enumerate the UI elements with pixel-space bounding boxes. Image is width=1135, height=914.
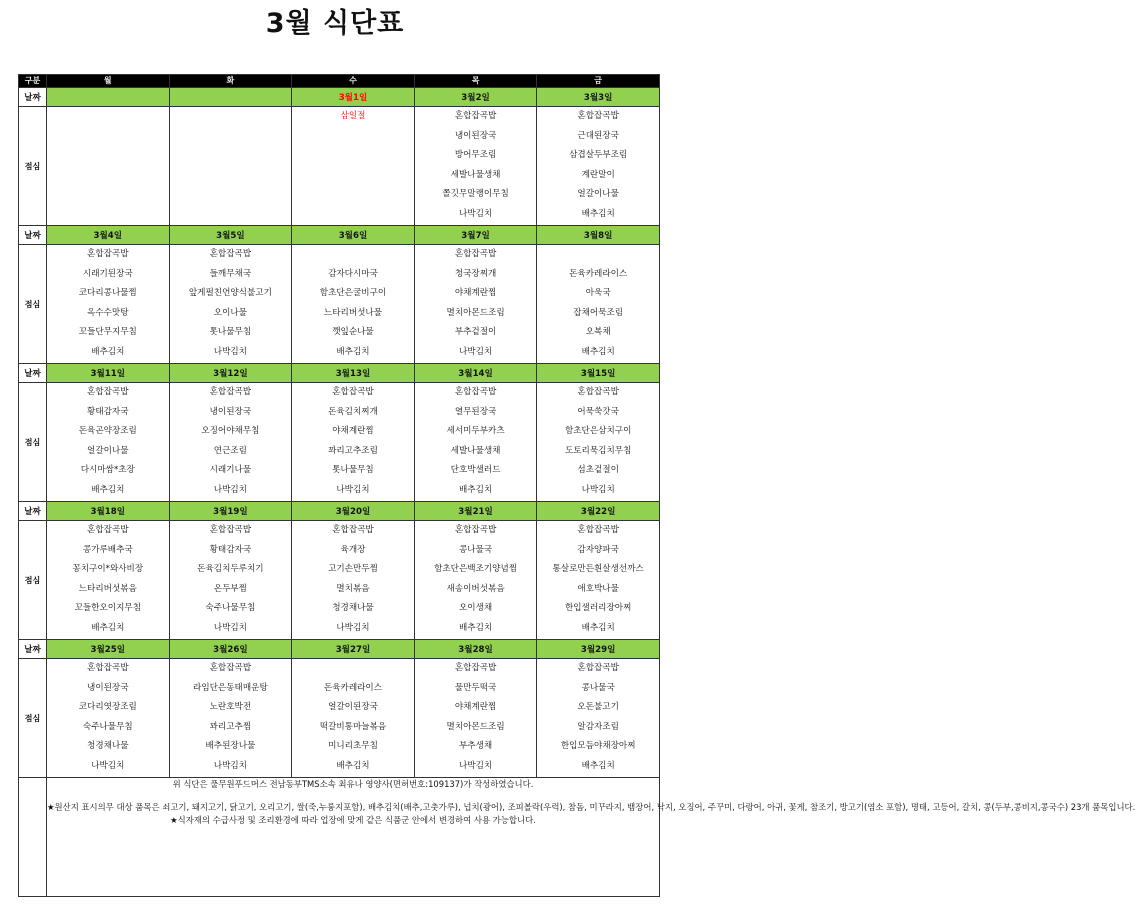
dish-item: 야채계란찜 [454, 702, 497, 712]
dish-item: 아욱국 [585, 288, 611, 298]
note-author: 위 식단은 풀무원푸드머스 전남동부TMS소속 최유나 영양사(면허번호:109137)가 작성하였습니다. [172, 779, 534, 789]
dish-item: 콩나물국 [581, 682, 615, 693]
lunch-cell [169, 245, 292, 364]
date-label: 날짜 [19, 364, 47, 383]
dish-item: 혼합잡곡밥 [209, 663, 252, 673]
dish-item: 오복채 [585, 327, 611, 337]
lunch-label: 점심 [19, 245, 47, 364]
dish-item: 나박김치 [213, 760, 247, 771]
dish-item: 혼합잡곡밥 [454, 387, 497, 397]
dish-item: 꽁치구이*와사비장 [72, 564, 144, 574]
dish-item: 오이생채 [458, 603, 493, 613]
dish-item: 톳나물무침 [332, 465, 374, 475]
lunch-cell [169, 107, 292, 226]
dish-item: 배추김치 [581, 346, 615, 357]
dish-item: 감자다시마국 [328, 268, 378, 279]
dish-item: 돈육김치두루치기 [197, 564, 264, 574]
dish-item: 배추김치 [581, 208, 615, 219]
dish-item: 혼합잡곡밥 [332, 525, 374, 535]
dish-item: 부추생채 [458, 741, 493, 751]
lunch-cell [47, 659, 170, 778]
header-day: 목 [414, 75, 537, 88]
date-cell: 3월25일 [47, 640, 170, 659]
dish-item: 떡갈비통마늘볶음 [319, 721, 387, 732]
dish-item: 다시마쌈*초장 [80, 465, 135, 475]
dish-item: 꼬들단무지무침 [78, 327, 137, 337]
date-row [19, 364, 660, 383]
dish-item: 멸치아몬드조림 [446, 307, 505, 318]
date-row [19, 88, 660, 107]
dish-item: 야채계란찜 [332, 426, 374, 436]
dish-item: 방어무조림 [454, 150, 497, 160]
lunch-cell [292, 383, 415, 502]
dish-item: 배추김치 [91, 346, 125, 357]
dish-item [292, 659, 414, 679]
dish-item: 쫄깃무말랭이무침 [442, 189, 509, 199]
dish-item: 세발나물생채 [450, 169, 501, 180]
dish-item [537, 245, 659, 265]
dish-item: 알감자조림 [577, 721, 619, 732]
date-cell: 3월20일 [292, 502, 415, 521]
date-cell: 3월27일 [292, 640, 415, 659]
dish-item: 혼합잡곡밥 [209, 387, 252, 397]
date-cell [169, 88, 292, 107]
dish-item: 통살로만든흰살생선까스 [552, 564, 644, 574]
dish-item: 배추김치 [458, 622, 493, 633]
date-cell: 3월29일 [537, 640, 660, 659]
dish-item: 나박김치 [91, 760, 125, 771]
date-cell: 3월15일 [537, 364, 660, 383]
dish-item: 느타리버섯볶음 [78, 583, 137, 594]
dish-item: 톳나물무침 [209, 327, 252, 337]
date-label: 날짜 [19, 88, 47, 107]
dish-item: 혼합잡곡밥 [577, 387, 619, 397]
lunch-cell [47, 383, 170, 502]
dish-item: 잡채어묵조림 [573, 307, 624, 318]
lunch-cell [537, 245, 660, 364]
dish-item: 황태감자국 [87, 406, 129, 417]
header-corner: 구분 [19, 75, 47, 88]
dish-item: 혼합잡곡밥 [209, 249, 252, 259]
dish-item: 멸치아몬드조림 [446, 721, 505, 732]
dish-item: 나박김치 [213, 346, 247, 357]
date-row [19, 640, 660, 659]
dish-item: 나박김치 [581, 484, 615, 495]
dish-item: 들깨무채국 [209, 268, 252, 279]
lunch-cell [169, 659, 292, 778]
lunch-cell [292, 521, 415, 640]
dish-item: 라임단은동태매운탕 [193, 682, 268, 693]
date-cell: 3월22일 [537, 502, 660, 521]
dish-item: 연근조림 [213, 445, 247, 456]
header-day: 수 [292, 75, 415, 88]
header-day: 화 [169, 75, 292, 88]
header-day: 금 [537, 75, 660, 88]
dish-item: 콩나물국 [458, 544, 493, 555]
dish-item: 새송이버섯볶음 [446, 583, 505, 594]
date-cell: 3월28일 [414, 640, 537, 659]
dish-item: 냉이된장국 [87, 682, 129, 693]
dish-item: 애호박나물 [577, 583, 619, 594]
dish-item: 나박김치 [336, 622, 370, 633]
dish-item: 혼합잡곡밥 [454, 249, 497, 259]
meal-plan-table [18, 74, 1135, 897]
date-cell: 3월21일 [414, 502, 537, 521]
dish-item: 혼합잡곡밥 [577, 663, 619, 673]
dish-item: 꽈리고추찜 [209, 721, 252, 732]
lunch-cell [537, 659, 660, 778]
dish-item: 혼합잡곡밥 [577, 111, 619, 121]
dish-item: 청국장찌개 [454, 268, 497, 279]
date-cell: 3월13일 [292, 364, 415, 383]
dish-item: 돈육김치찌개 [328, 406, 378, 417]
lunch-cell [292, 659, 415, 778]
dish-item: 함초단은삼치구이 [564, 426, 632, 436]
dish-item: 섬초겉절이 [577, 465, 619, 475]
dish-item: 나박김치 [458, 760, 493, 771]
dish-item: 혼합잡곡밥 [87, 525, 129, 535]
dish-item: 코다리엿장조림 [78, 702, 137, 712]
dish-item: 배추김치 [458, 484, 493, 495]
date-cell [47, 88, 170, 107]
dish-item: 나박김치 [213, 622, 247, 633]
dish-item: 콩가루배추국 [82, 544, 133, 555]
dish-item: 온두부찜 [213, 583, 247, 594]
dish-item: 나박김치 [458, 208, 493, 219]
date-cell: 3월8일 [537, 226, 660, 245]
dish-item: 꽈리고추조림 [328, 445, 378, 456]
lunch-label: 점심 [19, 521, 47, 640]
dish-item: 혼합잡곡밥 [87, 249, 129, 259]
dish-item: 황태감자국 [209, 544, 252, 555]
dish-item: 숙주나물무침 [82, 721, 133, 732]
dish-item: 노란호박전 [209, 702, 252, 712]
dish-item: 혼합잡곡밥 [209, 525, 252, 535]
notes-label [19, 778, 47, 897]
date-cell: 3월14일 [414, 364, 537, 383]
dish-item: 계란말이 [581, 169, 615, 180]
lunch-label: 점심 [19, 383, 47, 502]
lunch-label: 점심 [19, 659, 47, 778]
dish-item: 혼합잡곡밥 [332, 387, 374, 397]
dish-item: 혼합잡곡밥 [87, 663, 129, 673]
dish-item: 얼갈이나물 [87, 445, 129, 456]
dish-item: 배추김치 [581, 622, 615, 633]
dish-item: 혼합잡곡밥 [577, 525, 619, 535]
date-cell: 3월6일 [292, 226, 415, 245]
lunch-cell [292, 245, 415, 364]
lunch-cell [414, 245, 537, 364]
dish-item: 어묵쑥갓국 [577, 406, 619, 417]
dish-item: 배추김치 [91, 484, 125, 495]
lunch-cell [414, 521, 537, 640]
lunch-cell [537, 521, 660, 640]
dish-item: 배추김치 [336, 760, 370, 771]
notes-cell [47, 778, 1135, 897]
date-cell: 3월2일 [414, 88, 537, 107]
dish-item: 육개장 [340, 544, 366, 555]
dish-item: 얼갈이나물 [577, 189, 619, 199]
dish-item: 혼합잡곡밥 [454, 525, 497, 535]
dish-item: 나박김치 [458, 346, 493, 357]
dish-item: 얼갈이된장국 [328, 702, 378, 712]
lunch-cell [414, 659, 537, 778]
note-origin: ★원산지 표시의무 대상 품목은 쇠고기, 돼지고기, 닭고기, 오리고기, 쌀(죽,누룽지포함), 배추김치(배추,고춧가루), 넙치(광어), 조피볼락(우럭), 참돔, 미꾸라지, 뱀장어, 낙지, 오징어, 주꾸미, 다랑어, 아귀, 꽃게, 참조기, 방고기(염소 포함), 명태, 고등어, 갈치, 콩(두부,콩비지,콩국수) 23개 품목입니다. [47, 802, 1135, 812]
date-cell: 3월12일 [169, 364, 292, 383]
date-label: 날짜 [19, 226, 47, 245]
dish-item: 나박김치 [336, 484, 370, 495]
dish-item: 한입샐러리장아찌 [564, 603, 632, 613]
dish-item: 고기손만두찜 [328, 564, 378, 574]
notes-row [19, 778, 660, 897]
dish-item: 부추겉절이 [454, 327, 497, 337]
dish-item: 숙주나물무침 [205, 603, 256, 613]
date-cell: 3월18일 [47, 502, 170, 521]
dish-item: 옥수수맛탕 [87, 307, 129, 318]
dish-item: 근대된장국 [577, 130, 619, 141]
date-cell: 3월26일 [169, 640, 292, 659]
lunch-cell [292, 107, 415, 226]
holiday-label: 삼일절 [340, 111, 366, 121]
dish-item: 열무된장국 [454, 406, 497, 417]
lunch-cell [537, 383, 660, 502]
lunch-label: 점심 [19, 107, 47, 226]
dish-item: 청경채나물 [87, 741, 129, 751]
dish-item: 멸치볶음 [336, 583, 370, 594]
dish-item: 시래기된장국 [82, 268, 133, 279]
lunch-cell [169, 521, 292, 640]
dish-item: 야채계란찜 [454, 288, 497, 298]
dish-item: 혼합잡곡밥 [87, 387, 129, 397]
lunch-cell [414, 383, 537, 502]
date-cell: 3월4일 [47, 226, 170, 245]
dish-item: 미니리초무침 [328, 741, 378, 751]
dish-item: 한입모듬야채장아찌 [560, 741, 636, 751]
lunch-row [19, 107, 660, 226]
dish-item: 감자양파국 [577, 544, 619, 555]
lunch-row [19, 383, 660, 502]
dish-item: 코다리콩나물찜 [78, 288, 137, 298]
dish-item: 배추김치 [581, 760, 615, 771]
dish-item: 도토리묵김치무침 [564, 445, 632, 456]
header-day: 월 [47, 75, 170, 88]
lunch-cell [414, 107, 537, 226]
dish-item: 함초단은백조기양념찜 [434, 564, 518, 574]
lunch-cell [537, 107, 660, 226]
dish-item: 앞게펄친언양식불고기 [188, 288, 272, 298]
note-substitution: ★식자재의 수급사정 및 조리환경에 따라 업장에 맞게 같은 식품군 안에서 변경하여 사용 가능합니다. [170, 815, 536, 825]
dish-item: 냉이된장국 [209, 406, 252, 417]
dish-item: 오돈불고기 [577, 702, 619, 712]
header-row [19, 75, 660, 88]
dish-item: 세서미두부카츠 [446, 426, 505, 436]
date-row [19, 502, 660, 521]
lunch-cell [47, 107, 170, 226]
dish-item: 혼합잡곡밥 [454, 663, 497, 673]
dish-item [292, 245, 414, 265]
dish-item: 단호박샐러드 [450, 465, 501, 475]
dish-item: 오징어야채무침 [201, 426, 260, 436]
date-row [19, 226, 660, 245]
lunch-row [19, 521, 660, 640]
date-label: 날짜 [19, 502, 47, 521]
dish-item: 느타리버섯나물 [323, 307, 383, 318]
dish-item: 배추된장나물 [205, 741, 256, 751]
dish-item: 배추김치 [336, 346, 370, 357]
dish-item: 물만두떡국 [454, 682, 497, 693]
date-cell: 3월11일 [47, 364, 170, 383]
date-cell: 3월19일 [169, 502, 292, 521]
date-cell: 3월7일 [414, 226, 537, 245]
dish-item: 냉이된장국 [454, 130, 497, 141]
dish-item: 깻잎순나물 [332, 327, 374, 337]
dish-item: 청경채나물 [332, 603, 374, 613]
dish-item: 돈육카레라이스 [323, 682, 383, 693]
dish-item: 함초단은굴비구이 [319, 288, 387, 298]
lunch-cell [169, 383, 292, 502]
date-cell: 3월1일 [292, 88, 415, 107]
dish-item: 돈육카레라이스 [569, 268, 628, 279]
date-label: 날짜 [19, 640, 47, 659]
dish-item: 세발나물생채 [450, 445, 501, 456]
lunch-cell [47, 521, 170, 640]
page-title: 3월 식단표 [265, 8, 405, 39]
dish-item: 삼겹살두부조림 [569, 150, 628, 160]
lunch-row [19, 659, 660, 778]
dish-item: 나박김치 [213, 484, 247, 495]
date-cell: 3월3일 [537, 88, 660, 107]
dish-item: 꼬들한오이지무침 [74, 603, 141, 613]
lunch-cell [47, 245, 170, 364]
dish-item: 돈육곤약장조림 [78, 426, 137, 436]
dish-item: 배추김치 [91, 622, 125, 633]
dish-item: 혼합잡곡밥 [454, 111, 497, 121]
dish-item: 오이나물 [213, 307, 247, 318]
lunch-row [19, 245, 660, 364]
date-cell: 3월5일 [169, 226, 292, 245]
dish-item: 시래기나물 [209, 465, 252, 475]
